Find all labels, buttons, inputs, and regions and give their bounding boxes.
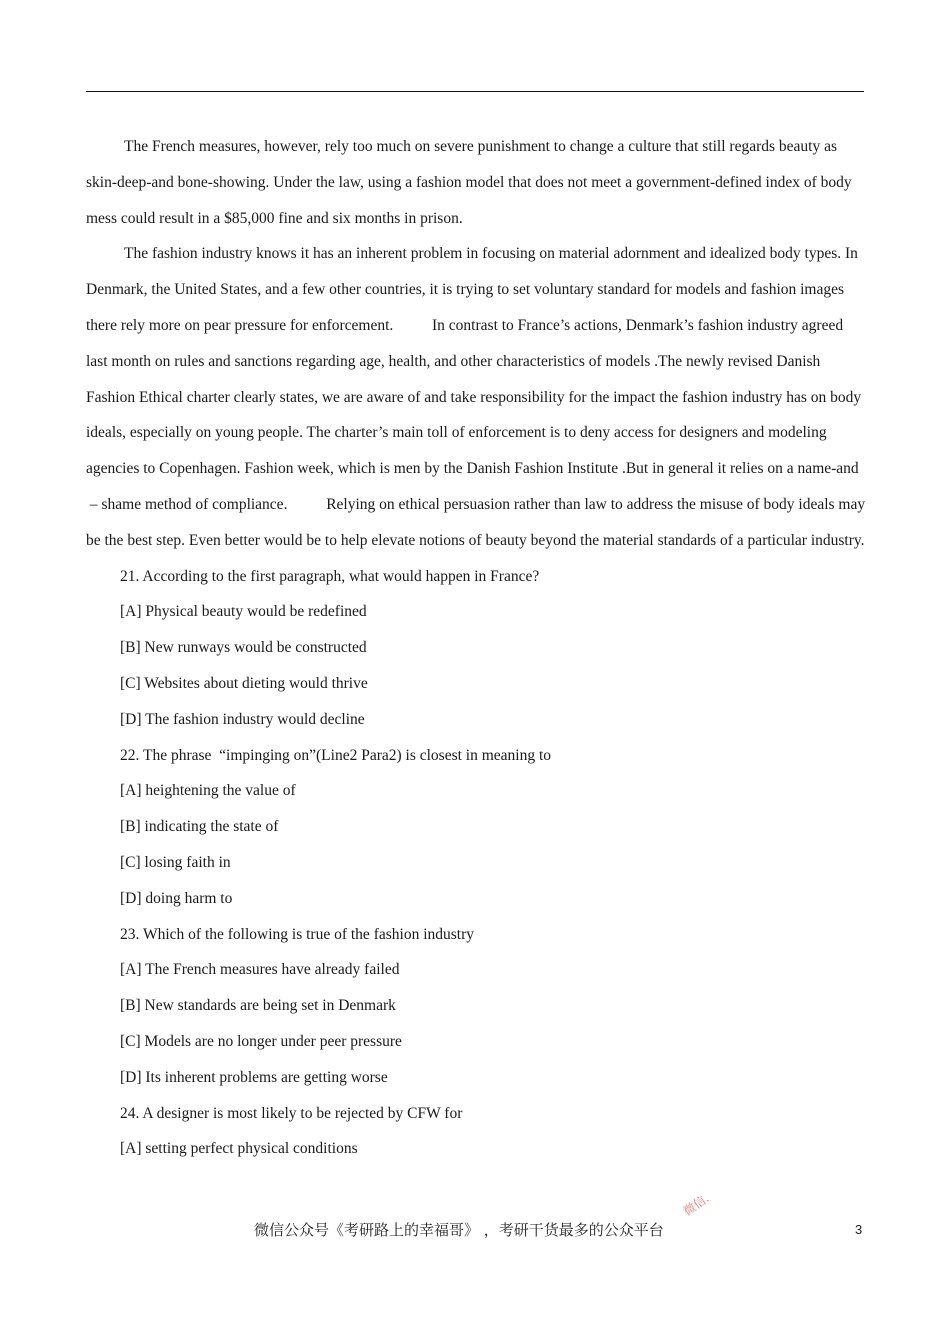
question-21-option-c: [C] Websites about dieting would thrive bbox=[120, 674, 368, 692]
question-23-option-c: [C] Models are no longer under peer pressure bbox=[120, 1032, 402, 1050]
question-21-option-a: [A] Physical beauty would be redefined bbox=[120, 603, 367, 621]
question-24-option-a: [A] setting perfect physical conditions bbox=[120, 1140, 358, 1158]
question-22-option-d: [D] doing harm to bbox=[120, 889, 233, 907]
question-22-option-c: [C] losing faith in bbox=[120, 853, 231, 871]
question-23-option-d: [D] Its inherent problems are getting worse bbox=[120, 1068, 388, 1086]
paragraph-french-measures: The French measures, however, rely too much on severe punishment to change a culture that still regards beauty as skin-deep-and bone-showing. Under the law, using a fashion model that does not meet a government-defined index of body mess could result in a $85,000 fine and six months in prison. bbox=[86, 138, 852, 227]
question-22-option-b: [B] indicating the state of bbox=[120, 818, 279, 836]
question-23-option-a: [A] The French measures have already failed bbox=[120, 961, 400, 979]
question-22: 22. The phrase “impinging on”(Line2 Para2) is closest in meaning to bbox=[120, 746, 552, 764]
question-21: 21. According to the first paragraph, what would happen in France? bbox=[120, 567, 540, 585]
question-22-option-a: [A] heightening the value of bbox=[120, 782, 296, 800]
question-24: 24. A designer is most likely to be rejected by CFW for bbox=[120, 1104, 463, 1122]
question-23: 23. Which of the following is true of the fashion industry bbox=[120, 925, 475, 943]
document-body bbox=[86, 129, 866, 1167]
question-23-option-b: [B] New standards are being set in Denmark bbox=[120, 997, 396, 1015]
question-21-option-b: [B] New runways would be constructed bbox=[120, 639, 367, 657]
wechat-stamp: 微信. bbox=[680, 1191, 712, 1219]
paragraph-fashion-industry: The fashion industry knows it has an inherent problem in focusing on material adornment and idealized body types. In Denmark, the United States, and a few other countries, it is trying to set voluntary standard for models and fashion images there rely more on pear pressure for enforcement. In contrast to France’s actions, Denmark’s fashion industry agreed last month on rules and sanctions regarding age, health, and other characteristics of models .The newly revised Danish Fashion Ethical charter clearly states, we are aware of and take responsibility for the impact the fashion industry has on body ideals, especially on young people. The charter’s main toll of enforcement is to deny access for designers and modeling agencies to Copenhagen. Fashion week, which is men by the Danish Fashion Institute .But in general it relies on a name-and – shame method of compliance. Relying on ethical persuasion rather than law to address the misuse of body ideals may be the best step. Even better would be to help elevate notions of beauty beyond the material standards of a particular industry. bbox=[86, 245, 866, 549]
header-rule bbox=[86, 91, 864, 92]
footer-text: 微信公众号《考研路上的幸福哥》 ，考研干货最多的公众平台 bbox=[254, 1221, 664, 1239]
page-number: 3 bbox=[855, 1222, 863, 1237]
question-21-option-d: [D] The fashion industry would decline bbox=[120, 710, 365, 728]
